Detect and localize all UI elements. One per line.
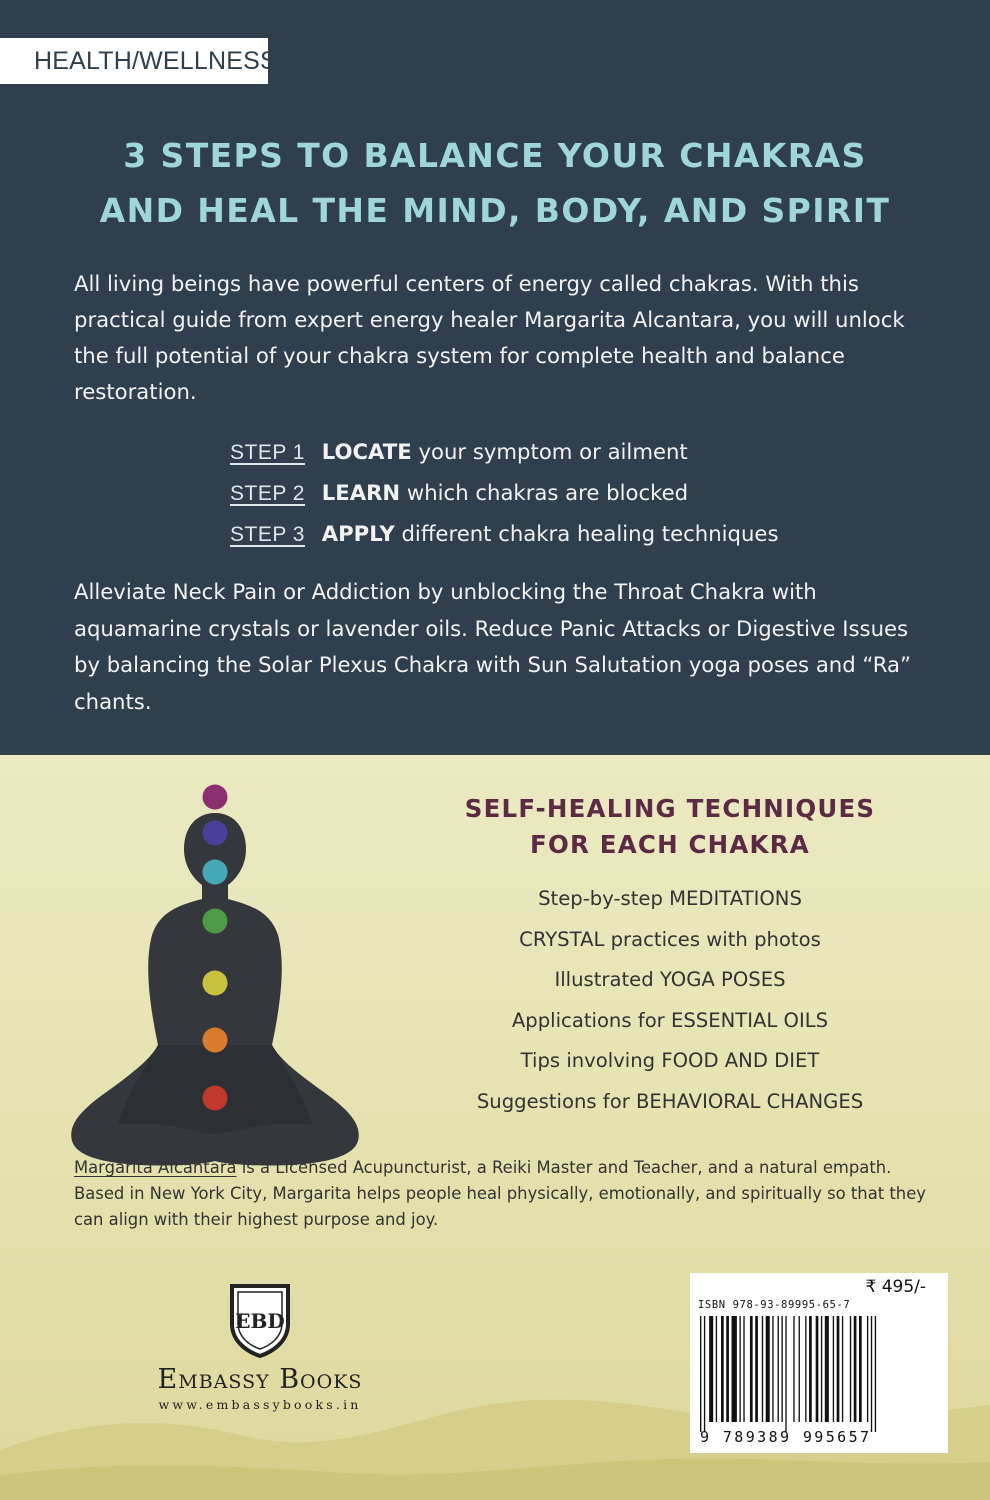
barcode-bar [875,1316,876,1432]
barcode-box [690,1273,948,1453]
headline-line-1: 3 STEPS TO BALANCE YOUR CHAKRAS [123,136,867,175]
step-text: your symptom or ailment [418,439,688,464]
barcode-bar [732,1316,737,1422]
barcode-bar [726,1316,729,1422]
root-chakra [203,1086,228,1111]
barcode-bar [793,1316,794,1422]
barcode-bar [854,1316,857,1422]
isbn-label: ISBN 978-93-89995-65-7 [698,1299,851,1311]
barcode-bar [816,1316,819,1422]
author-bio-text: is a Licensed Acupuncturist, a Reiki Master and Teacher, and a natural empath. Based in New York City, Margarita helps people heal physically, emotionally, and spiritually so that they can align with their highest purpose and joy. [74,1158,926,1229]
list-item: Illustrated YOGA POSES [554,968,786,991]
barcode-bar [871,1316,872,1432]
step-row [230,432,930,473]
solar-plexus-chakra [203,971,228,996]
bottom-section [0,755,990,1500]
examples-paragraph: Alleviate Neck Pain or Addiction by unblocking the Throat Chakra with aquamarine crystals or lavender oils. Reduce Panic Attacks or Digestive Issues by balancing the Solar Plexus Chakra with Sun Salutation yoga poses and “Ra” chants. [74,579,911,714]
barcode-bar [721,1316,724,1422]
step-number: STEP 3 [230,523,305,546]
barcode-bar [837,1316,840,1422]
price-label: ₹ 495/- [865,1277,926,1297]
publisher-website: www.embassybooks.in [158,1397,362,1412]
barcode-bar [825,1316,829,1422]
list-item: Step-by-step MEDITATIONS [538,887,802,910]
author-bio [74,1155,934,1233]
barcode-bar [833,1316,834,1422]
list-item: Suggestions for BEHAVIORAL CHANGES [476,1089,864,1113]
barcode-bar [739,1316,740,1422]
list-item: CRYSTAL practices with photos [519,927,821,951]
headline [60,128,930,238]
crown-chakra [203,785,228,810]
barcode-bar [778,1316,779,1422]
publisher-logo [120,1280,400,1460]
barcode-bar [704,1316,705,1432]
barcode-bar [700,1316,701,1432]
barcode-bar [781,1316,782,1422]
author-name: Margarita Alcantara [74,1158,237,1177]
headline-line-2: AND HEAL THE MIND, BODY, AND SPIRIT [99,191,891,230]
techniques-title-line-2: FOR EACH CHAKRA [530,830,810,859]
barcode-bar [799,1316,800,1422]
barcode-bar [785,1316,786,1432]
barcode-bar [809,1316,812,1422]
intro-paragraph: All living beings have powerful centers of energy called chakras. With this practical guide from expert energy healer Margarita Alcantara, you will unlock the full potential of your chakra system for complete health and balance restoration. [74,271,905,404]
shield-icon [228,1280,292,1358]
barcode-bar [821,1316,822,1422]
barcode-bar [772,1316,773,1422]
logo-monogram: EBD [235,1309,285,1333]
list-item: Tips involving FOOD AND DIET [520,1049,820,1072]
step-verb: LEARN [321,480,401,505]
barcode-bar [859,1316,862,1422]
step-row [230,514,930,555]
sacral-chakra [203,1028,228,1053]
publisher-name: Embassy Books [157,1364,363,1395]
techniques-list [390,879,950,1122]
barcode-bar [762,1316,763,1422]
barcode-bar [750,1316,753,1422]
barcode-bar [805,1316,806,1422]
steps-list [230,432,930,555]
meditation-figure [60,775,370,1185]
step-number: STEP 1 [230,441,305,464]
barcode-bar [850,1316,851,1422]
ean-number: 9 789389 995657 [700,1428,872,1446]
step-row [230,473,930,514]
third-eye-chakra [203,821,228,846]
step-number: STEP 2 [230,482,305,505]
category-tag: HEALTH/WELLNESS [0,38,268,84]
step-text: which chakras are blocked [406,480,689,505]
barcode-bar [755,1316,758,1422]
barcode-bar [743,1316,744,1422]
techniques-title-line-1: SELF-HEALING TECHNIQUES [464,794,876,823]
barcode-bar [842,1316,843,1422]
heart-chakra [203,909,228,934]
barcode-bar [766,1316,770,1422]
throat-chakra [203,860,228,885]
barcode-bar [716,1316,717,1422]
barcode [698,1316,940,1432]
barcode-bar [709,1316,713,1422]
step-verb: LOCATE [321,439,412,464]
step-verb: APPLY [321,521,395,546]
techniques-title [390,791,950,863]
barcode-bar [867,1316,868,1422]
step-text: different chakra healing techniques [401,521,779,546]
list-item: Applications for ESSENTIAL OILS [511,1008,829,1032]
